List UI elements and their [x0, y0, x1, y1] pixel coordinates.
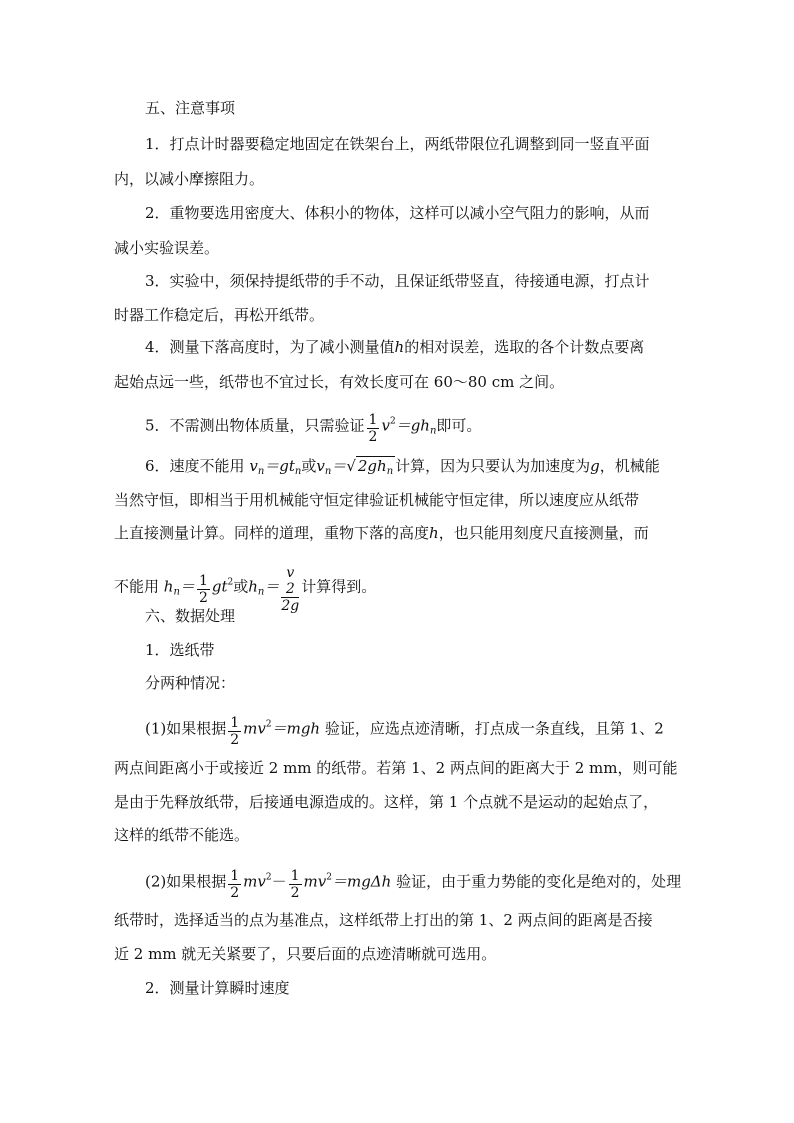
note-3-line-1: 3．实验中，须保持提纸带的手不动，且保证纸带竖直，待接通电源，打点计 — [145, 272, 650, 290]
note-1-line-1: 1．打点计时器要稳定地固定在铁架台上，两纸带限位孔调整到同一竖直平面 — [145, 135, 650, 153]
fraction-half: $\frac{1}{2}$ — [198, 573, 208, 606]
case-1-line-4: 这样的纸带不能选。 — [114, 826, 250, 844]
note-6-line-3: 上直接测量计算。同样的道理，重物下落的高度h，也只能用刻度尺直接测量，而 — [114, 524, 649, 542]
note-6-line-4: 不能用 $h_n=$ $\frac{1}{2}$ $gt^2$或$h_n=$ v 2 2g 计算得到。 — [114, 565, 377, 614]
note-4-line-1: 4．测量下落高度时，为了减小测量值h的相对误差，选取的各个计数点要离 — [145, 338, 645, 356]
sqrt-expression: $2gh_n$ — [357, 457, 394, 477]
fraction-v2-over-2g: v 2 2g — [281, 565, 300, 614]
section-6-heading: 六、数据处理 — [145, 607, 236, 625]
case-2-line-1: (2)如果根据 $\frac{1}{2}$ $mv^2-$ $\frac{1}{2}$ $mv^2=mg\Delta h$ 验证，由于重力势能的变化是绝对的，处理 — [145, 868, 682, 901]
section-5-heading: 五、注意事项 — [145, 99, 236, 117]
note-5: 5．不需测出物体质量，只需验证 $\frac{1}{2}$ $v^2=gh_n$即可。 — [145, 412, 482, 445]
note-2-line-2: 减小实验误差。 — [114, 239, 220, 257]
note-6-line-2: 当然守恒，即相当于用机械能守恒定律验证机械能守恒定律，所以速度应从纸带 — [114, 491, 640, 509]
note-4-line-2: 起始点远一些，纸带也不宜过长，有效长度可在 60～80 cm 之间。 — [114, 373, 565, 391]
note-3-line-2: 时器工作稳定后，再松开纸带。 — [114, 306, 325, 324]
step-2-title: 2．测量计算瞬时速度 — [145, 979, 290, 997]
fraction-half: $\frac{1}{2}$ — [368, 412, 378, 445]
note-1-line-2: 内，以减小摩擦阻力。 — [114, 170, 265, 188]
case-1-line-2: 两点间距离小于或接近 2 mm 的纸带。若第 1、2 两点间的距离大于 2 mm，则可能 — [114, 759, 678, 777]
step-1-intro: 分两种情况： — [145, 674, 236, 692]
note-6-line-1: 6．速度不能用 $v_n=gt_n$或$v_n=√$ $2gh_n$ 计算，因为只要认为加速度为g，机械能 — [145, 457, 660, 477]
fraction-half: $\frac{1}{2}$ — [230, 868, 240, 901]
fraction-half: $\frac{1}{2}$ — [230, 715, 240, 748]
case-2-line-3: 近 2 mm 就无关紧要了，只要后面的点迹清晰就可选用。 — [114, 945, 497, 963]
note-2-line-1: 2．重物要选用密度大、体积小的物体，这样可以减小空气阻力的影响，从而 — [145, 204, 650, 222]
case-2-line-2: 纸带时，选择适当的点为基准点，这样纸带上打出的第 1、2 两点间的距离是否接 — [114, 911, 653, 929]
fraction-half: $\frac{1}{2}$ — [290, 868, 300, 901]
case-1-line-3: 是由于先释放纸带，后接通电源造成的。这样，第 1 个点就不是运动的起始点了， — [114, 793, 659, 811]
step-1-title: 1．选纸带 — [145, 641, 215, 659]
case-1-line-1: (1)如果根据 $\frac{1}{2}$ $mv^2=mgh$ 验证，应选点迹清晰，打点成一条直线，且第 1、2 — [145, 715, 664, 748]
